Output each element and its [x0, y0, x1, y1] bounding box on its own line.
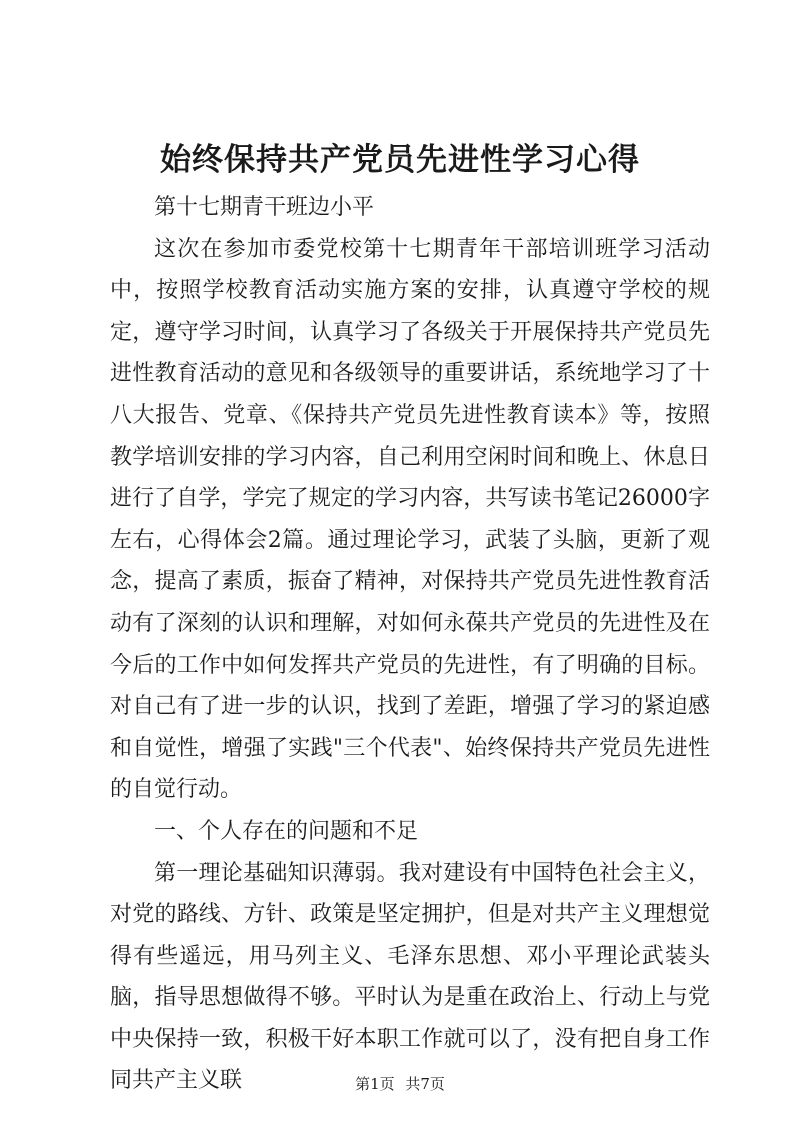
document-body [110, 187, 710, 1102]
page-footer [0, 1074, 800, 1094]
section-heading: 一、个人存在的问题和不足 [154, 818, 419, 844]
page-number: 第1页 [355, 1075, 395, 1093]
page-total: 共7页 [405, 1075, 445, 1093]
body-paragraph: 这次在参加市委党校第十七期青年干部培训班学习活动中，按照学校教育活动实施方案的安排，认真遵守学校的规定，遵守学习时间，认真学习了各级关于开展保持共产党员先进性教育活动的意见和各级领导的重要讲话，系统地学习了十八大报告、党章、《保持共产党员先进性教育读本》等，按照教学培训安排的学习内容，自己利用空闲时间和晚上、休息日进行了自学，学完了规定的学习内容，共写读书笔记26000字左右，心得体会2篇。通过理论学习，武装了头脑，更新了观念，提高了素质，振奋了精神，对保持共产党员先进性教育活动有了深刻的认识和理解，对如何永葆共产党员的先进性及在今后的工作中如何发挥共产党员的先进性，有了明确的目标。对自己有了进一步的认识，找到了差距，增强了学习的紧迫感和自觉性，增强了实践"三个代表"、始终保持共产党员先进性的自觉行动。 [110, 236, 710, 803]
document-title: 始终保持共产党员先进性学习心得 [160, 142, 640, 178]
author-line: 第十七期青干班边小平 [154, 195, 375, 220]
body-paragraph: 第一理论基础知识薄弱。我对建设有中国特色社会主义，对党的路线、方针、政策是坚定拥护，但是对共产主义理想觉得有些遥远，用马列主义、毛泽东思想、邓小平理论武装头脑，指导思想做得不够。平时认为是重在政治上、行动上与党中央保持一致，积极干好本职工作就可以了，没有把自身工作同共产主义联 [110, 860, 710, 1094]
